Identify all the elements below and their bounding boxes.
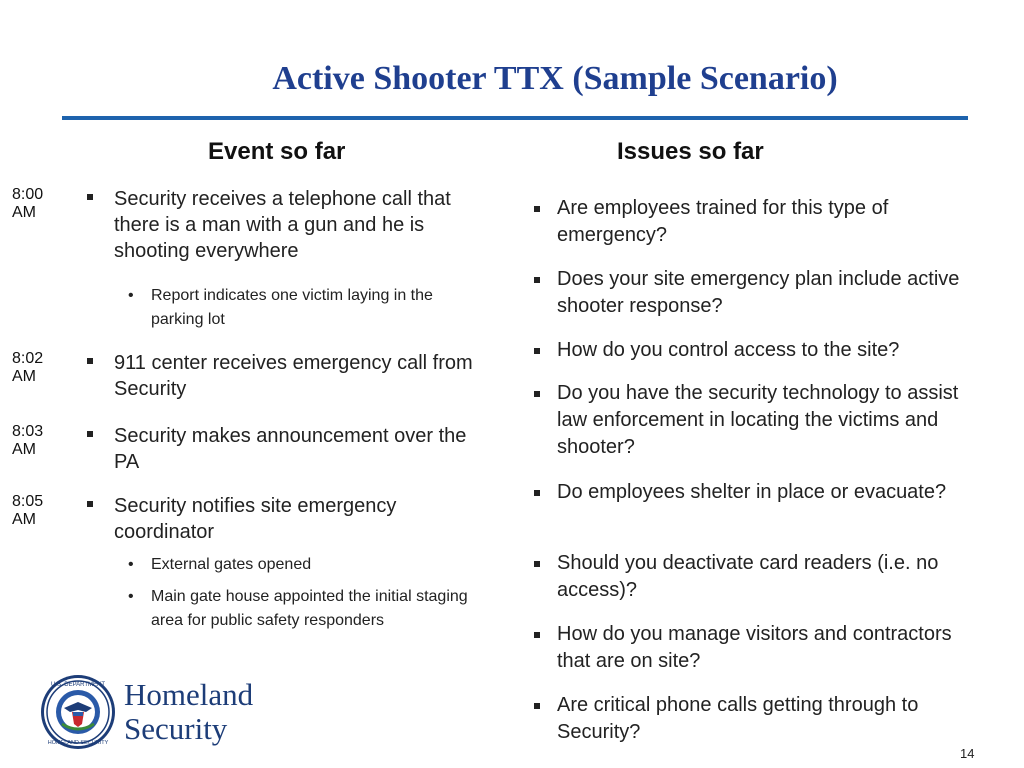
event-time: 8:00 AM [12, 186, 44, 221]
event-text: Security receives a telephone call that there is a man with a gun and he is shooting everywhere [114, 188, 451, 262]
issue-text: How do you manage visitors and contractors that are on site? [557, 623, 952, 672]
bullet-dot-icon: • [128, 588, 134, 605]
square-bullet-icon [534, 703, 540, 709]
issue-item [532, 337, 980, 364]
svg-text:HOMELAND SECURITY: HOMELAND SECURITY [47, 740, 109, 746]
issue-text: Are employees trained for this type of emergency? [557, 197, 889, 246]
issue-item [532, 380, 980, 461]
square-bullet-icon [534, 348, 540, 354]
square-bullet-icon [534, 206, 540, 212]
event-text: Security makes announcement over the PA [114, 425, 467, 473]
issue-item [532, 479, 980, 506]
page-number: 14 [960, 746, 975, 761]
event-sub-item [128, 553, 488, 577]
event-sub-text: External gates opened [151, 556, 312, 573]
issue-text: Are critical phone calls getting through to Security? [557, 694, 919, 743]
issues-column-heading: Issues so far [617, 138, 764, 165]
issue-text: How do you control access to the site? [557, 339, 900, 361]
square-bullet-icon [87, 431, 93, 437]
brand-name [124, 678, 253, 746]
title-divider [62, 116, 968, 120]
event-time: 8:03 AM [12, 423, 44, 458]
square-bullet-icon [87, 501, 93, 507]
issue-text: Do employees shelter in place or evacuate? [557, 481, 947, 503]
square-bullet-icon [534, 561, 540, 567]
square-bullet-icon [534, 391, 540, 397]
event-sub-text: Main gate house appointed the initial staging area for public safety responders [151, 588, 468, 629]
square-bullet-icon [534, 277, 540, 283]
dhs-seal-icon [40, 674, 116, 750]
issue-text: Do you have the security technology to assist law enforcement in locating the victims and shooter? [557, 382, 959, 458]
brand-line-2: Security [124, 711, 228, 746]
event-text: 911 center receives emergency call from Security [114, 352, 473, 400]
event-sub-item [128, 284, 488, 332]
bullet-dot-icon: • [128, 287, 134, 304]
issue-item [532, 266, 980, 320]
event-time: 8:02 AM [12, 350, 44, 385]
brand-line-1: Homeland [124, 677, 254, 712]
event-column-heading: Event so far [208, 138, 346, 165]
issue-text: Does your site emergency plan include active shooter response? [557, 268, 960, 317]
issue-text: Should you deactivate card readers (i.e. no access)? [557, 552, 939, 601]
issue-item [532, 692, 980, 746]
issue-item [532, 621, 980, 675]
bullet-dot-icon: • [128, 556, 134, 573]
issue-item [532, 195, 980, 249]
square-bullet-icon [534, 632, 540, 638]
event-sub-item [128, 585, 488, 633]
slide-title: Active Shooter TTX (Sample Scenario) [272, 60, 838, 97]
svg-text:U.S. DEPARTMENT: U.S. DEPARTMENT [50, 682, 106, 688]
square-bullet-icon [87, 358, 93, 364]
event-sub-text: Report indicates one victim laying in the parking lot [151, 287, 433, 328]
event-text: Security notifies site emergency coordinator [114, 495, 397, 543]
square-bullet-icon [87, 194, 93, 200]
event-time: 8:05 AM [12, 493, 44, 528]
square-bullet-icon [534, 490, 540, 496]
issue-item [532, 550, 980, 604]
